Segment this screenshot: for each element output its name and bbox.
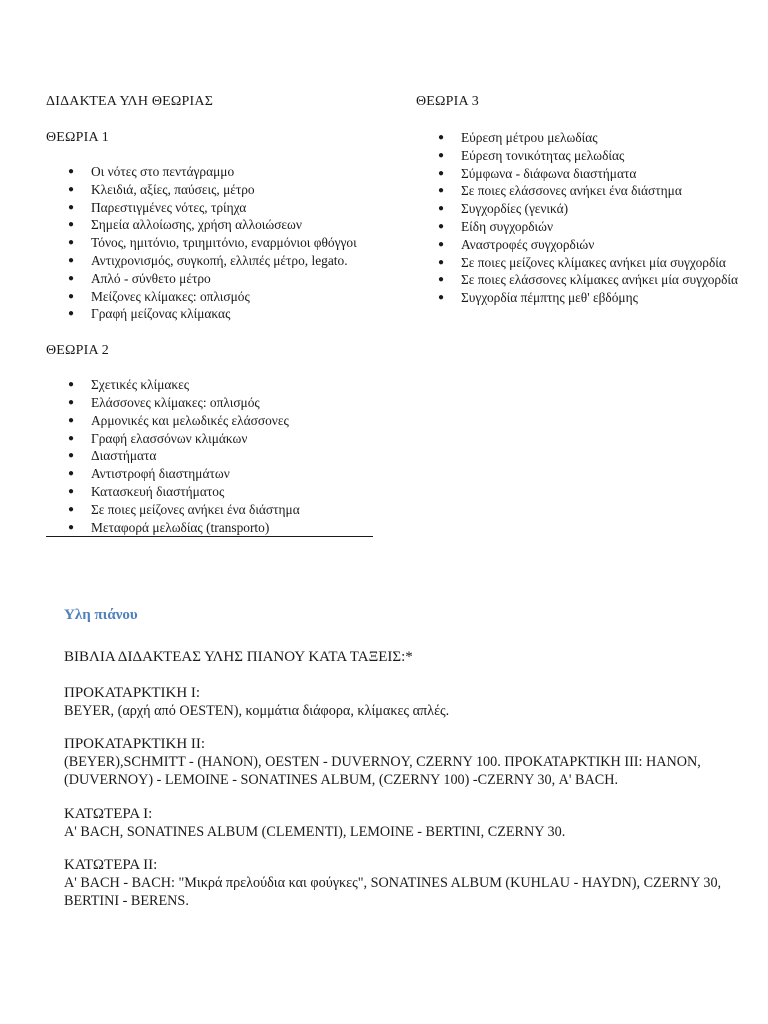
books-title: ΒΙΒΛΙΑ ΔΙΔΑΚΤΕΑΣ ΥΛΗΣ ΠΙΑΝΟΥ ΚΑΤΑ ΤΑΞΕΙΣ:*: [64, 649, 413, 665]
list-item: ● Τόνος, ημιτόνιο, τριημιτόνιο, εναρμόνιοι φθόγγοι: [68, 235, 357, 251]
bullet-icon: ●: [68, 414, 75, 426]
list-item: ● Συγχορδία πέμπτης μεθ' εβδόμης: [438, 290, 638, 306]
grade-text: Α' BACH, SONATINES ALBUM (CLEMENTI), LEMOINE - BERTINI, CZERNY 30.: [64, 823, 566, 840]
list-item: ● Σχετικές κλίμακες: [68, 377, 190, 393]
grade-text: BEYER, (αρχή από OESTEN), κομμάτια διάφορα, κλίμακες απλές.: [64, 703, 450, 719]
list-item: ● Παρεστιγμένες νότες, τρίηχα: [68, 199, 247, 215]
grade-section: [64, 856, 734, 910]
grade-section: [64, 805, 734, 841]
bullet-icon: ●: [68, 272, 75, 284]
list-item: ● Εύρεση τονικότητας μελωδίας: [438, 147, 625, 163]
list-item: ● Κλειδιά, αξίες, παύσεις, μέτρο: [68, 181, 255, 197]
bullet-icon: ●: [438, 292, 445, 304]
bullet-icon: ●: [438, 220, 445, 232]
bullet-icon: ●: [68, 468, 75, 480]
grade-title: ΚΑΤΩΤΕΡΑ Ι:: [64, 805, 153, 822]
theory-2-heading: ΘΕΩΡΙΑ 2: [46, 343, 109, 359]
bullet-icon: ●: [68, 396, 75, 408]
theory-3-list: [416, 129, 746, 307]
grade-section: [64, 684, 734, 720]
left-column: [46, 93, 386, 537]
list-item: ● Σύμφωνα - διάφωνα διαστήματα: [438, 165, 637, 181]
bullet-icon: ●: [68, 166, 75, 177]
list-item: ● Εύρεση μέτρου μελωδίας: [438, 130, 598, 145]
list-item: ● Γραφή μείζονας κλίμακας: [68, 306, 231, 322]
bullet-icon: ●: [438, 149, 445, 161]
bullet-icon: ●: [68, 237, 75, 249]
theory-1-heading: ΘΕΩΡΙΑ 1: [46, 130, 109, 145]
bullet-icon: ●: [68, 290, 75, 302]
list-item: ● Μείζονες κλίμακες: οπλισμός: [68, 288, 250, 304]
theory-3-heading: ΘΕΩΡΙΑ 3: [416, 94, 479, 109]
list-item: ● Αντιχρονισμός, συγκοπή, ελλιπές μέτρο, legato.: [68, 252, 348, 268]
theory-2-list: [46, 376, 386, 537]
list-item: ● Κατασκευή διαστήματος: [68, 483, 225, 499]
list-item: ● Σημεία αλλοίωσης, χρήση αλλοιώσεων: [68, 217, 302, 233]
bullet-icon: ●: [438, 167, 445, 179]
list-item: ● Μεταφορά μελωδίας (transporto): [46, 519, 373, 538]
list-item: ● Σε ποιες μείζονες κλίμακες ανήκει μία συγχορδία: [438, 254, 726, 270]
list-item: ● Οι νότες στο πεντάγραμμο: [68, 164, 235, 179]
bullet-icon: ●: [68, 254, 75, 266]
list-item: ● Συγχορδίες (γενικά): [438, 201, 569, 217]
bullet-icon: ●: [438, 132, 445, 143]
piano-section-title: Υλη πιάνου: [64, 607, 138, 623]
right-column: [416, 93, 746, 307]
bullet-icon: ●: [68, 450, 75, 462]
grade-text: Α' BACH - BACH: "Μικρά πρελούδια και φούγκες", SONATINES ALBUM (KUHLAU - HAYDN), CZERNY 30, BERTINI - BERENS.: [64, 874, 722, 910]
list-item: ● Γραφή ελασσόνων κλιμάκων: [68, 430, 248, 446]
grade-title: ΠΡΟΚΑΤΑΡΚΤΙΚΗ ΙΙ:: [64, 736, 206, 753]
bullet-icon: ●: [68, 379, 75, 391]
bullet-icon: ●: [68, 503, 75, 515]
grade-title: ΠΡΟΚΑΤΑΡΚΤΙΚΗ Ι:: [64, 685, 201, 701]
list-item: ● Σε ποιες μείζονες ανήκει ένα διάστημα: [68, 501, 300, 517]
list-item: ● Αντιστροφή διαστημάτων: [68, 466, 230, 482]
list-item: ● Σε ποιες ελάσσονες κλίμακες ανήκει μία συγχορδία: [438, 272, 739, 288]
list-item: ● Αναστροφές συγχορδιών: [438, 236, 595, 252]
list-item: ● Απλό - σύνθετο μέτρο: [68, 270, 211, 286]
list-item: ● Διαστήματα: [68, 448, 157, 464]
theory-1-list: [46, 163, 386, 323]
bullet-icon: ●: [68, 521, 75, 533]
list-item: ● Ελάσσονες κλίμακες: οπλισμός: [68, 394, 260, 410]
grade-section: [64, 735, 734, 789]
bullet-icon: ●: [438, 238, 445, 250]
bullet-icon: ●: [68, 485, 75, 497]
bullet-icon: ●: [68, 308, 75, 320]
bullet-icon: ●: [68, 201, 75, 213]
bullet-icon: ●: [68, 183, 75, 195]
bullet-icon: ●: [438, 185, 445, 197]
bullet-icon: ●: [438, 203, 445, 215]
list-item: ● Σε ποιες ελάσσονες ανήκει ένα διάστημα: [438, 183, 682, 199]
list-item: ● Αρμονικές και μελωδικές ελάσσονες: [68, 412, 289, 428]
list-item: ● Είδη συγχορδιών: [438, 218, 554, 234]
piano-books-section: [64, 648, 734, 925]
bullet-icon: ●: [438, 256, 445, 268]
bullet-icon: ●: [438, 274, 445, 286]
bullet-icon: ●: [68, 219, 75, 231]
document-title: ΔΙΔΑΚΤΕΑ ΥΛΗ ΘΕΩΡΙΑΣ: [46, 94, 214, 109]
grade-title: ΚΑΤΩΤΕΡΑ ΙΙ:: [64, 856, 158, 873]
grade-text: (BEYER),SCHMITT - (HANON), OESTEN - DUVERNOY, CZERNY 100. ΠΡΟΚΑΤΑΡΚΤΙΚΗ ΙΙΙ: HANON, (DUVERNOY) - LEMOINE - SONATINES ALBUM, (CZERNY 100) -CZERNY 30, Α' BACH.: [64, 754, 701, 789]
bullet-icon: ●: [68, 432, 75, 444]
